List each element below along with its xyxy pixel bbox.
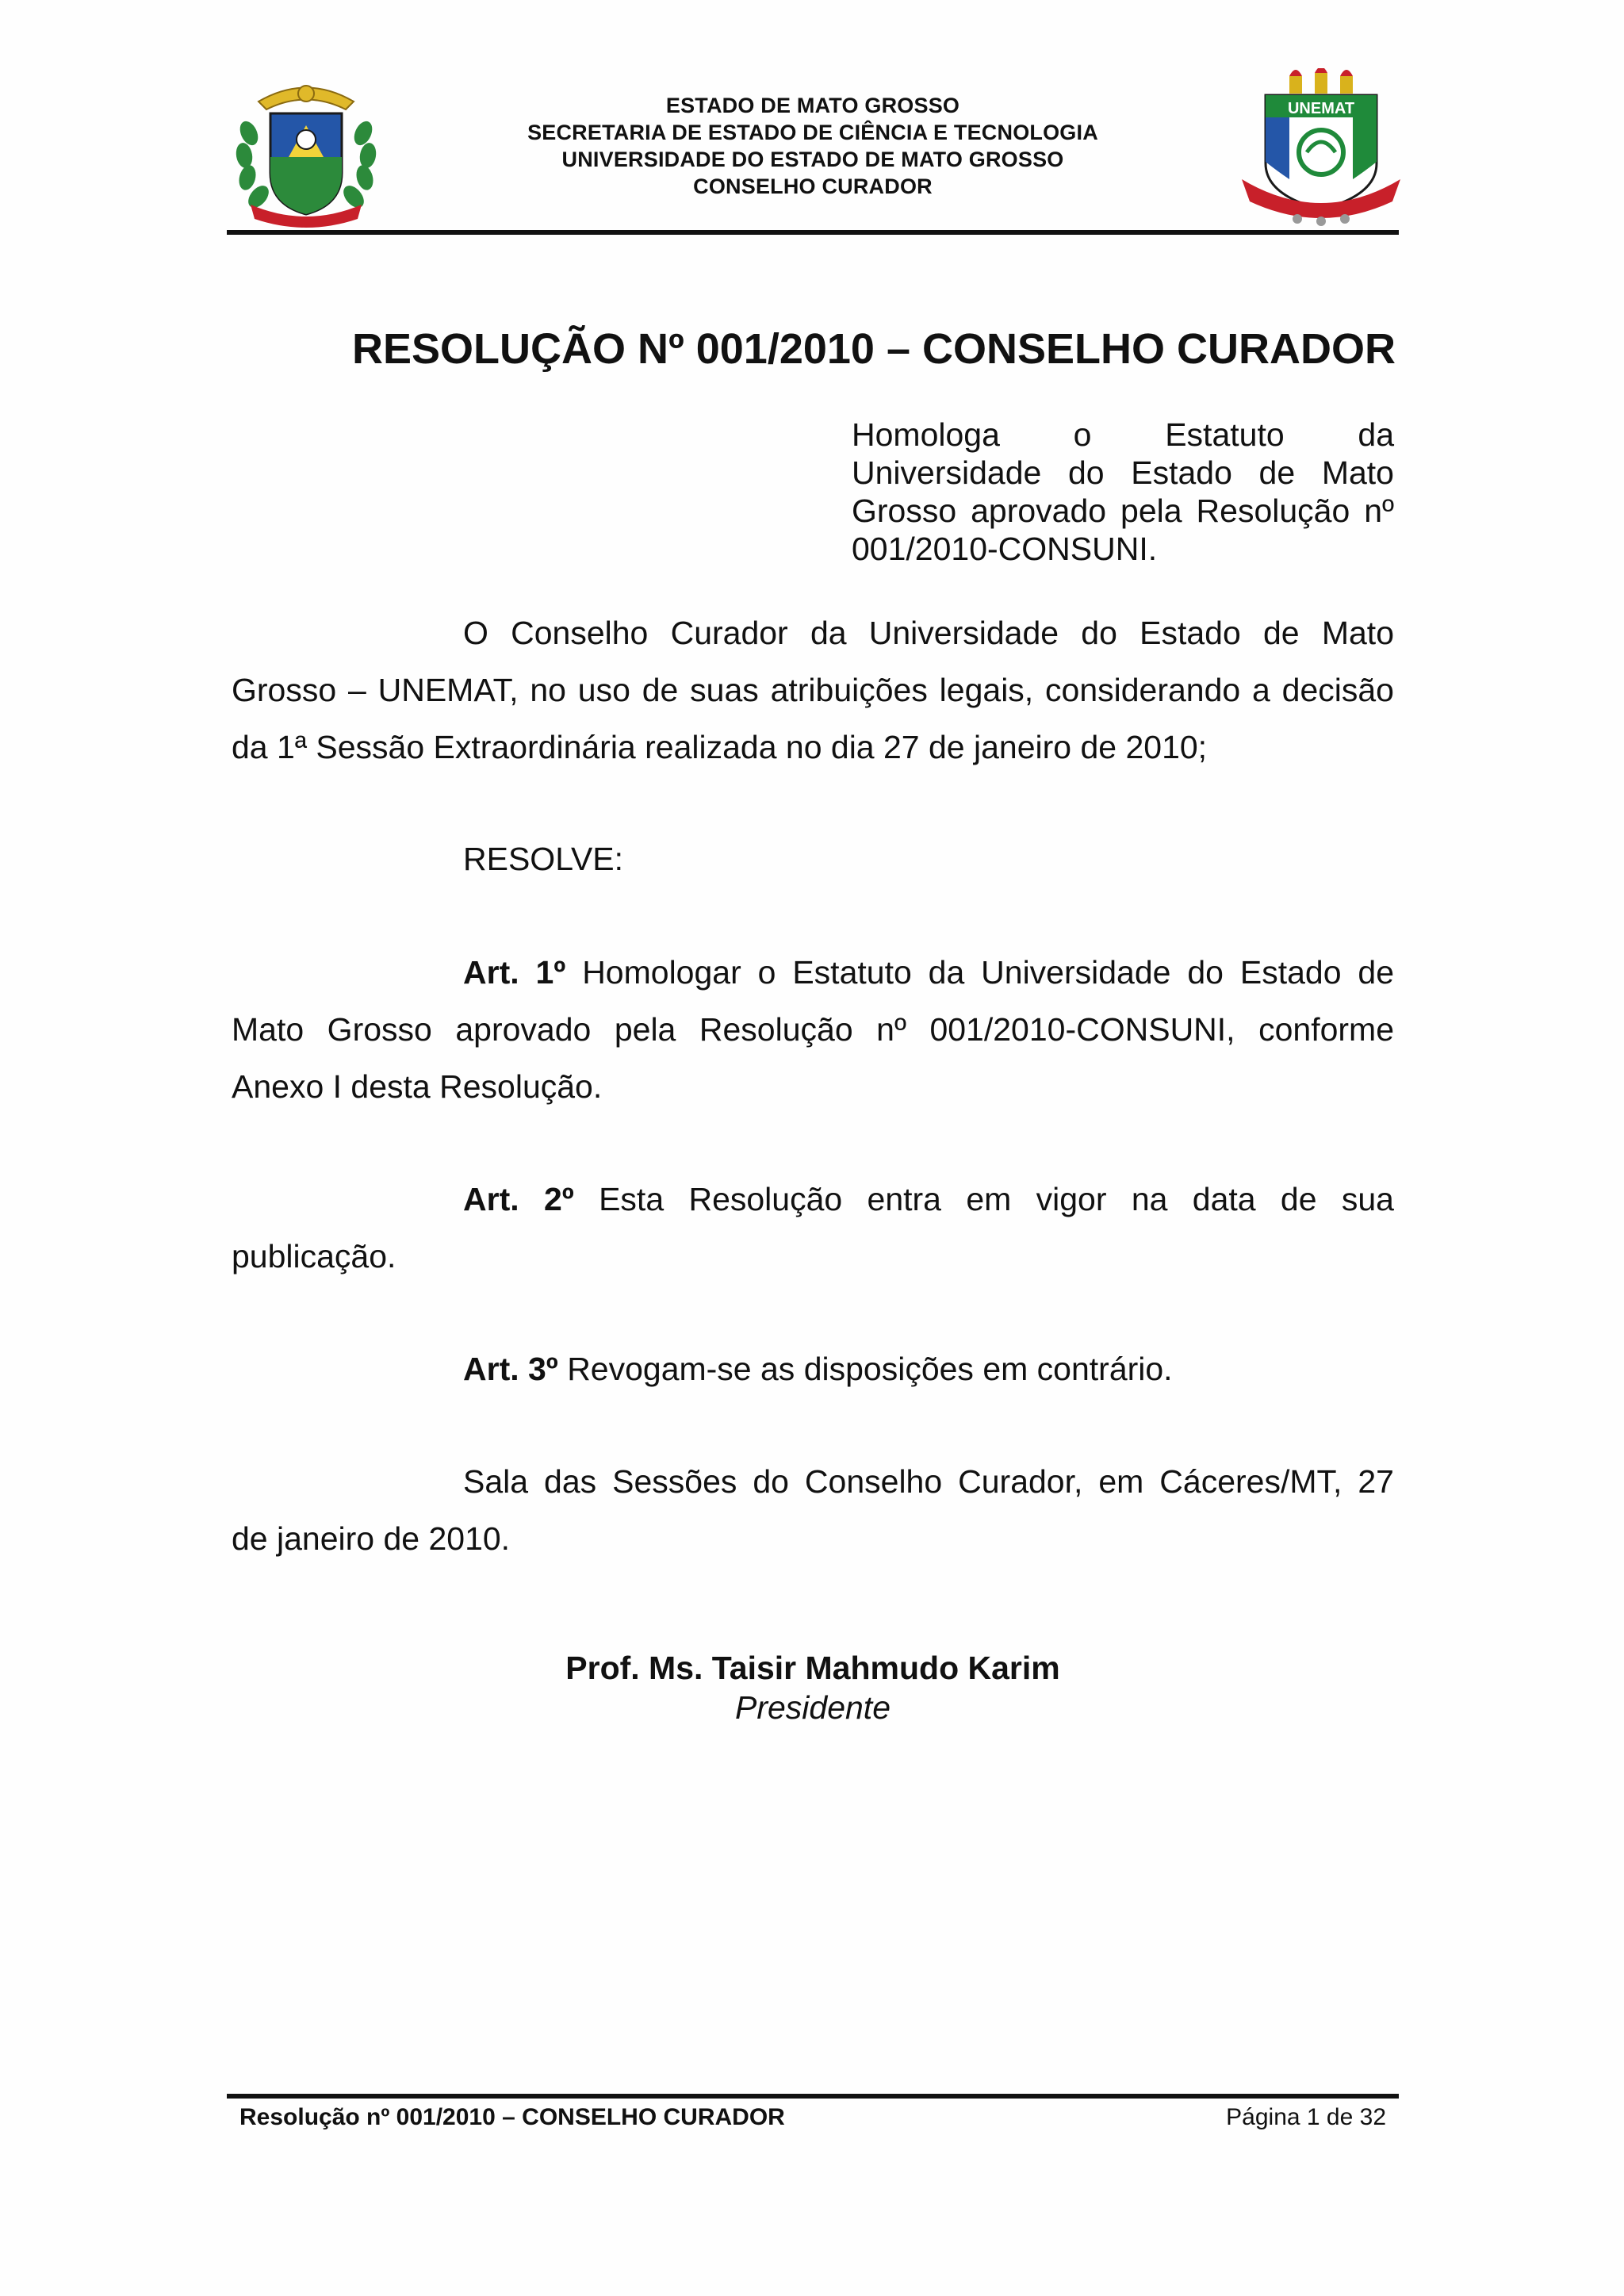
ementa-line: Grosso aprovado pela Resolução nº — [852, 493, 1394, 529]
header-line-council: CONSELHO CURADOR — [693, 174, 933, 198]
article-1-label: Art. 1º — [463, 954, 566, 991]
signature-block — [232, 1648, 1394, 1727]
preamble-line: da 1ª Sessão Extraordinária realizada no dia 27 de janeiro de 2010; — [232, 729, 1208, 765]
ementa-line: Homologa o Estatuto da — [852, 416, 1394, 453]
article-2-line — [232, 1171, 1394, 1228]
article-1 — [232, 944, 1394, 1115]
unemat-emblem-icon — [1234, 68, 1408, 227]
header-line-university: UNIVERSIDADE DO ESTADO DE MATO GROSSO — [561, 148, 1064, 171]
resolve-paragraph — [232, 830, 1394, 887]
header-line-secretariat: SECRETARIA DE ESTADO DE CIÊNCIA E TECNOLOGIA — [527, 121, 1098, 144]
article-2-line: publicação. — [232, 1238, 396, 1274]
letterhead — [227, 68, 1399, 233]
preamble-line: O Conselho Curador da Universidade do Estado de Mato — [463, 615, 1394, 651]
ementa-line: 001/2010-CONSUNI. — [852, 531, 1158, 567]
article-3-label: Art. 3º — [463, 1351, 558, 1387]
preamble-line: Grosso – UNEMAT, no uso de suas atribuições legais, considerando a decisão — [232, 672, 1394, 708]
ementa-line: Universidade do Estado de Mato — [852, 454, 1394, 491]
article-1-line: Anexo I desta Resolução. — [232, 1068, 603, 1105]
closing-line: de janeiro de 2010. — [232, 1520, 511, 1557]
article-2-text: Esta Resolução entra em vigor na data de sua — [599, 1181, 1394, 1217]
preamble-paragraph — [232, 604, 1394, 776]
closing-paragraph — [232, 1453, 1394, 1567]
footer-divider — [227, 2094, 1399, 2099]
article-3-line — [232, 1340, 1394, 1397]
resolve-heading: RESOLVE: — [463, 841, 624, 877]
footer-document-reference: Resolução nº 001/2010 – CONSELHO CURADOR — [239, 2104, 785, 2130]
header-divider — [227, 230, 1399, 235]
signatory-role: Presidente — [734, 1689, 891, 1726]
article-2 — [232, 1171, 1394, 1285]
signatory-name: Prof. Ms. Taisir Mahmudo Karim — [565, 1650, 1060, 1686]
article-1-line: Mato Grosso aprovado pela Resolução nº 001/2010-CONSUNI, conforme — [232, 1011, 1394, 1048]
letterhead-text — [227, 92, 1399, 200]
footer-page-number: Página 1 de 32 — [1226, 2104, 1386, 2130]
article-3-text: Revogam-se as disposições em contrário. — [567, 1351, 1173, 1387]
resolution-title: RESOLUÇÃO Nº 001/2010 – CONSELHO CURADOR — [351, 325, 1396, 373]
article-2-label: Art. 2º — [463, 1181, 574, 1217]
unemat-logo-label: UNEMAT — [1287, 100, 1355, 117]
header-line-state: ESTADO DE MATO GROSSO — [665, 94, 960, 117]
ementa-summary — [852, 416, 1394, 568]
article-3 — [232, 1340, 1394, 1397]
closing-line: Sala das Sessões do Conselho Curador, em Cáceres/MT, 27 — [463, 1463, 1394, 1500]
article-1-text: Homologar o Estatuto da Universidade do Estado de — [582, 954, 1394, 991]
article-1-line — [232, 944, 1394, 1001]
